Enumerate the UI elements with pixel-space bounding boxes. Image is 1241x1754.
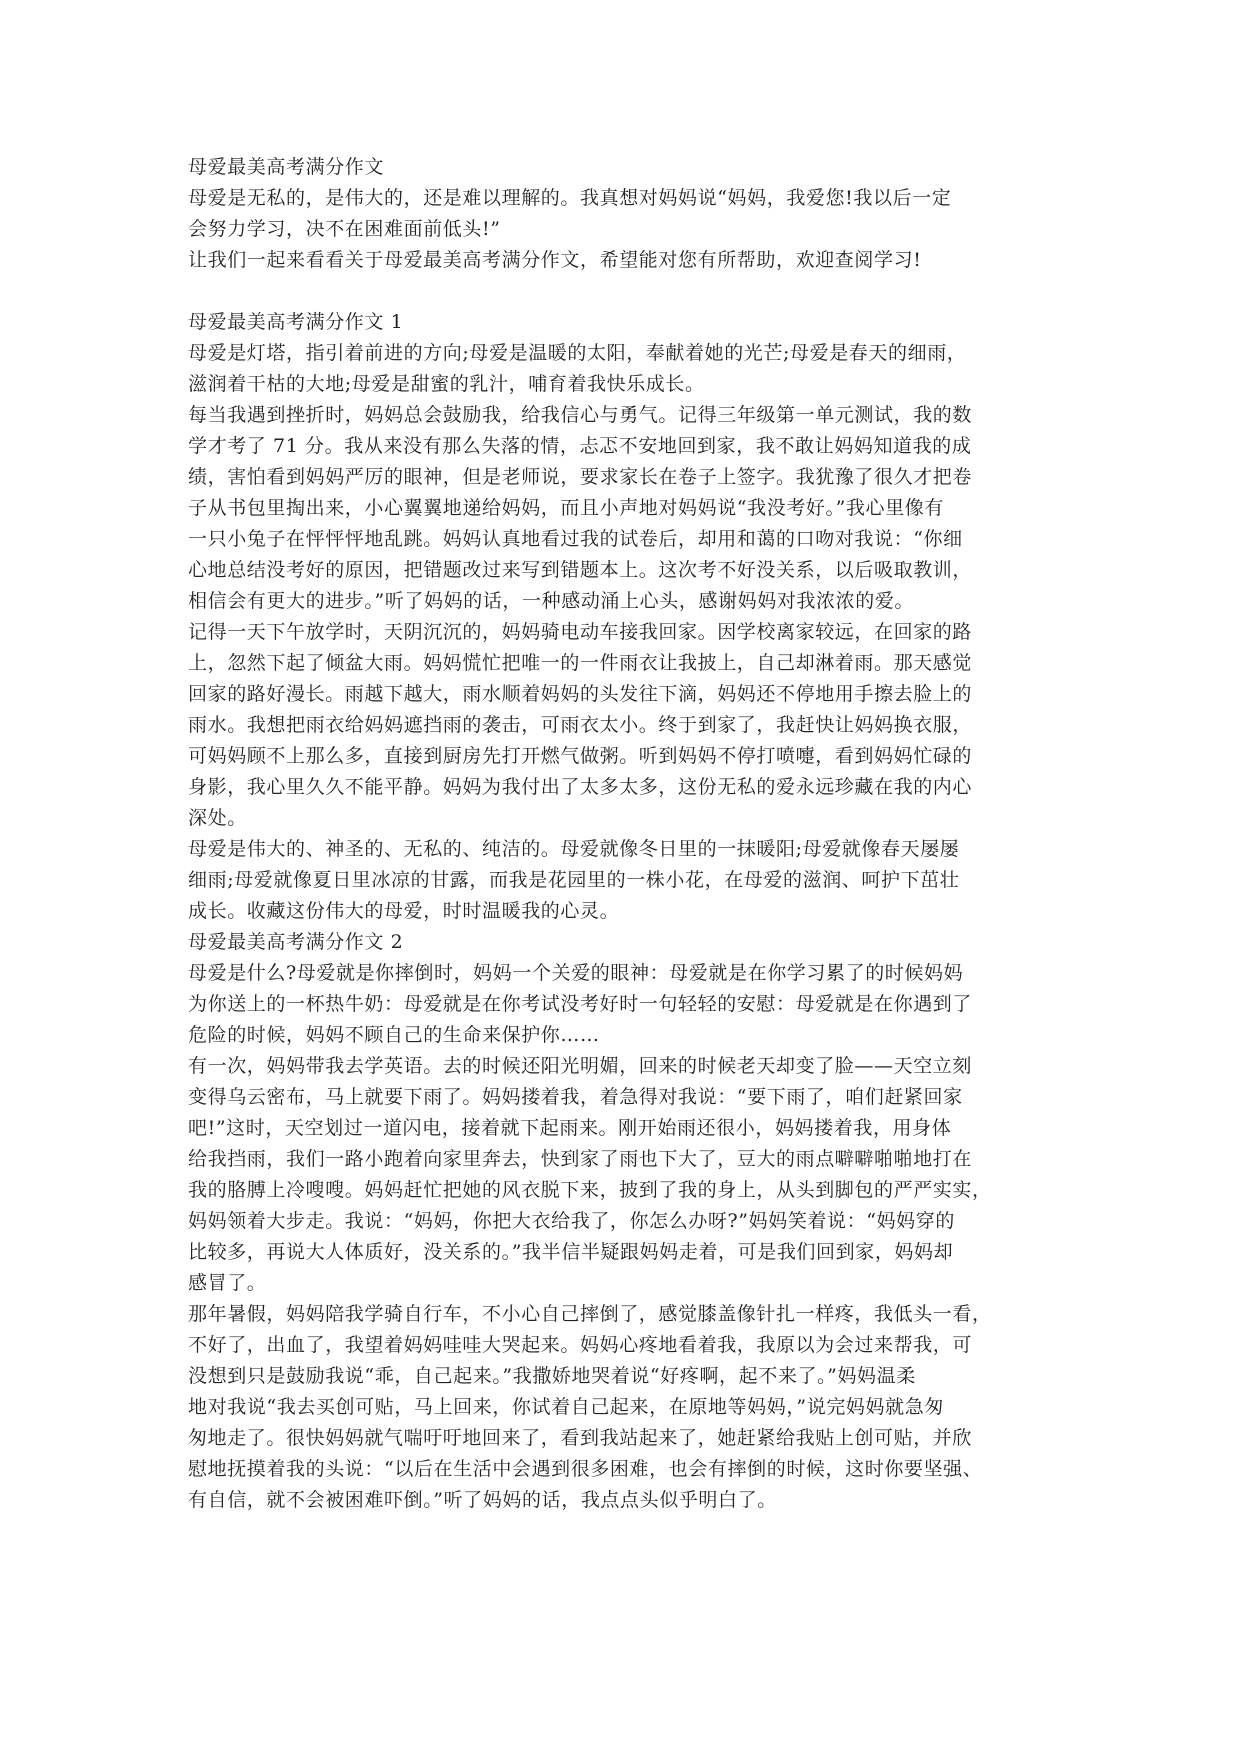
text-line: 有一次，妈妈带我去学英语。去的时候还阳光明媚，回来的时候老天却变了脸——天空立刻	[188, 1055, 973, 1077]
text-line: 学才考了 71 分。我从来没有那么失落的情，忐忑不安地回到家，我不敢让妈妈知道我的成	[188, 435, 972, 457]
intro-line: 母爱是无私的，是伟大的，还是难以理解的。我真想对妈妈说“妈妈，我爱您!我以后一定	[188, 187, 952, 209]
text-line: 一只小兔子在怦怦怦地乱跳。妈妈认真地看过我的试卷后，却用和蔼的口吻对我说：“你细	[188, 528, 963, 550]
essay-1-body	[188, 338, 1058, 927]
text-line: 母爱是伟大的、神圣的、无私的、纯洁的。母爱就像冬日里的一抹暖阳;母爱就像春天屡屡	[188, 838, 960, 860]
text-line: 没想到只是鼓励我说“乖，自己起来。”我撒娇地哭着说“好疼啊，起不来了。”妈妈温柔	[188, 1365, 916, 1387]
text-line: 可妈妈顾不上那么多，直接到厨房先打开燃气做粥。听到妈妈不停打喷嚏，看到妈妈忙碌的	[188, 745, 973, 767]
text-line: 子从书包里掏出来，小心翼翼地递给妈妈，而且小声地对妈妈说“我没考好。”我心里像有	[188, 497, 944, 519]
text-line: 细雨;母爱就像夏日里冰凉的甘露，而我是花园里的一株小花，在母爱的滋润、呵护下茁壮	[188, 869, 960, 891]
text-line: 记得一天下午放学时，天阴沉沉的，妈妈骑电动车接我回家。因学校离家较远，在回家的路	[188, 621, 973, 643]
text-line: 匆地走了。很快妈妈就气喘吁吁地回来了，看到我站起来了，她赶紧给我贴上创可贴，并欣	[188, 1427, 973, 1449]
text-line: 危险的时候，妈妈不顾自己的生命来保护你……	[188, 1024, 600, 1046]
text-line: 回家的路好漫长。雨越下越大，雨水顺着妈妈的头发往下滴，妈妈还不停地用手擦去脸上的	[188, 683, 973, 705]
text-line: 每当我遇到挫折时，妈妈总会鼓励我，给我信心与勇气。记得三年级第一单元测试，我的数	[188, 404, 973, 426]
text-line: 吧!”这时，天空划过一道闪电，接着就下起雨来。刚开始雨还很小，妈妈搂着我，用身体	[188, 1117, 952, 1139]
text-line: 上，忽然下起了倾盆大雨。妈妈慌忙把唯一的一件雨衣让我披上，自己却淋着雨。那天感觉	[188, 652, 973, 674]
text-line: 那年暑假，妈妈陪我学骑自行车，不小心自己摔倒了，感觉膝盖像针扎一样疼，我低头一看，	[188, 1303, 992, 1325]
text-line: 地对我说“我去买创可贴，马上回来，你试着自己起来，在原地等妈妈，”说完妈妈就急匆	[188, 1396, 944, 1418]
document-title: 母爱最美高考满分作文	[188, 156, 385, 178]
text-line: 雨水。我想把雨衣给妈妈遮挡雨的袭击，可雨衣太小。终于到家了，我赶快让妈妈换衣服，	[188, 714, 973, 736]
essay-1-heading: 母爱最美高考满分作文 1	[188, 311, 404, 333]
text-line: 滋润着干枯的大地;母爱是甜蜜的乳汁，哺育着我快乐成长。	[188, 373, 705, 395]
blank-line	[188, 276, 1058, 307]
text-line: 我的胳膊上冷嗖嗖。妈妈赶忙把她的风衣脱下来，披到了我的身上，从头到脚包的严严实实，	[188, 1179, 992, 1201]
text-line: 慰地抚摸着我的头说：“以后在生活中会遇到很多困难，也会有摔倒的时候，这时你要坚强、	[188, 1458, 983, 1480]
intro-line: 让我们一起来看看关于母爱最美高考满分作文，希望能对您有所帮助，欢迎查阅学习!	[188, 249, 922, 271]
text-line: 绩，害怕看到妈妈严厉的眼神，但是老师说，要求家长在卷子上签字。我犹豫了很久才把卷	[188, 466, 973, 488]
text-line: 给我挡雨，我们一路小跑着向家里奔去，快到家了雨也下大了，豆大的雨点噼噼啪啪地打在	[188, 1148, 973, 1170]
text-line: 不好了，出血了，我望着妈妈哇哇大哭起来。妈妈心疼地看着我，我原以为会过来帮我，可	[188, 1334, 973, 1356]
text-line: 相信会有更大的进步。”听了妈妈的话，一种感动涌上心头，感谢妈妈对我浓浓的爱。	[188, 590, 915, 612]
text-line: 感冒了。	[188, 1272, 267, 1294]
text-line: 母爱是什么?母爱就是你摔倒时，妈妈一个关爱的眼神：母爱就是在你学习累了的时候妈妈	[188, 962, 964, 984]
text-line: 心地总结没考好的原因，把错题改过来写到错题本上。这次考不好没关系，以后吸取教训，	[188, 559, 973, 581]
text-line: 母爱是灯塔，指引着前进的方向;母爱是温暖的太阳，奉献着她的光芒;母爱是春天的细雨，	[188, 342, 967, 364]
text-line: 成长。收藏这份伟大的母爱，时时温暖我的心灵。	[188, 900, 620, 922]
essay-2-body	[188, 958, 1058, 1516]
text-line: 比较多，再说大人体质好，没关系的。”我半信半疑跟妈妈走着，可是我们回到家，妈妈却	[188, 1241, 954, 1263]
text-line: 深处。	[188, 807, 247, 829]
text-line: 妈妈领着大步走。我说：“妈妈，你把大衣给我了，你怎么办呀?”妈妈笑着说：“妈妈穿的	[188, 1210, 955, 1232]
essay-2-heading: 母爱最美高考满分作文 2	[188, 931, 404, 953]
text-line: 变得乌云密布，马上就要下雨了。妈妈搂着我，着急得对我说：“要下雨了，咱们赶紧回家	[188, 1086, 963, 1108]
text-line: 身影，我心里久久不能平静。妈妈为我付出了太多太多，这份无私的爱永远珍藏在我的内心	[188, 776, 973, 798]
text-line: 有自信，就不会被困难吓倒。”听了妈妈的话，我点点头似乎明白了。	[188, 1489, 777, 1511]
intro-line: 会努力学习，决不在困难面前低头!”	[188, 218, 501, 240]
text-line: 为你送上的一杯热牛奶：母爱就是在你考试没考好时一句轻轻的安慰：母爱就是在你遇到了	[188, 993, 973, 1015]
document-page	[188, 152, 1058, 1516]
